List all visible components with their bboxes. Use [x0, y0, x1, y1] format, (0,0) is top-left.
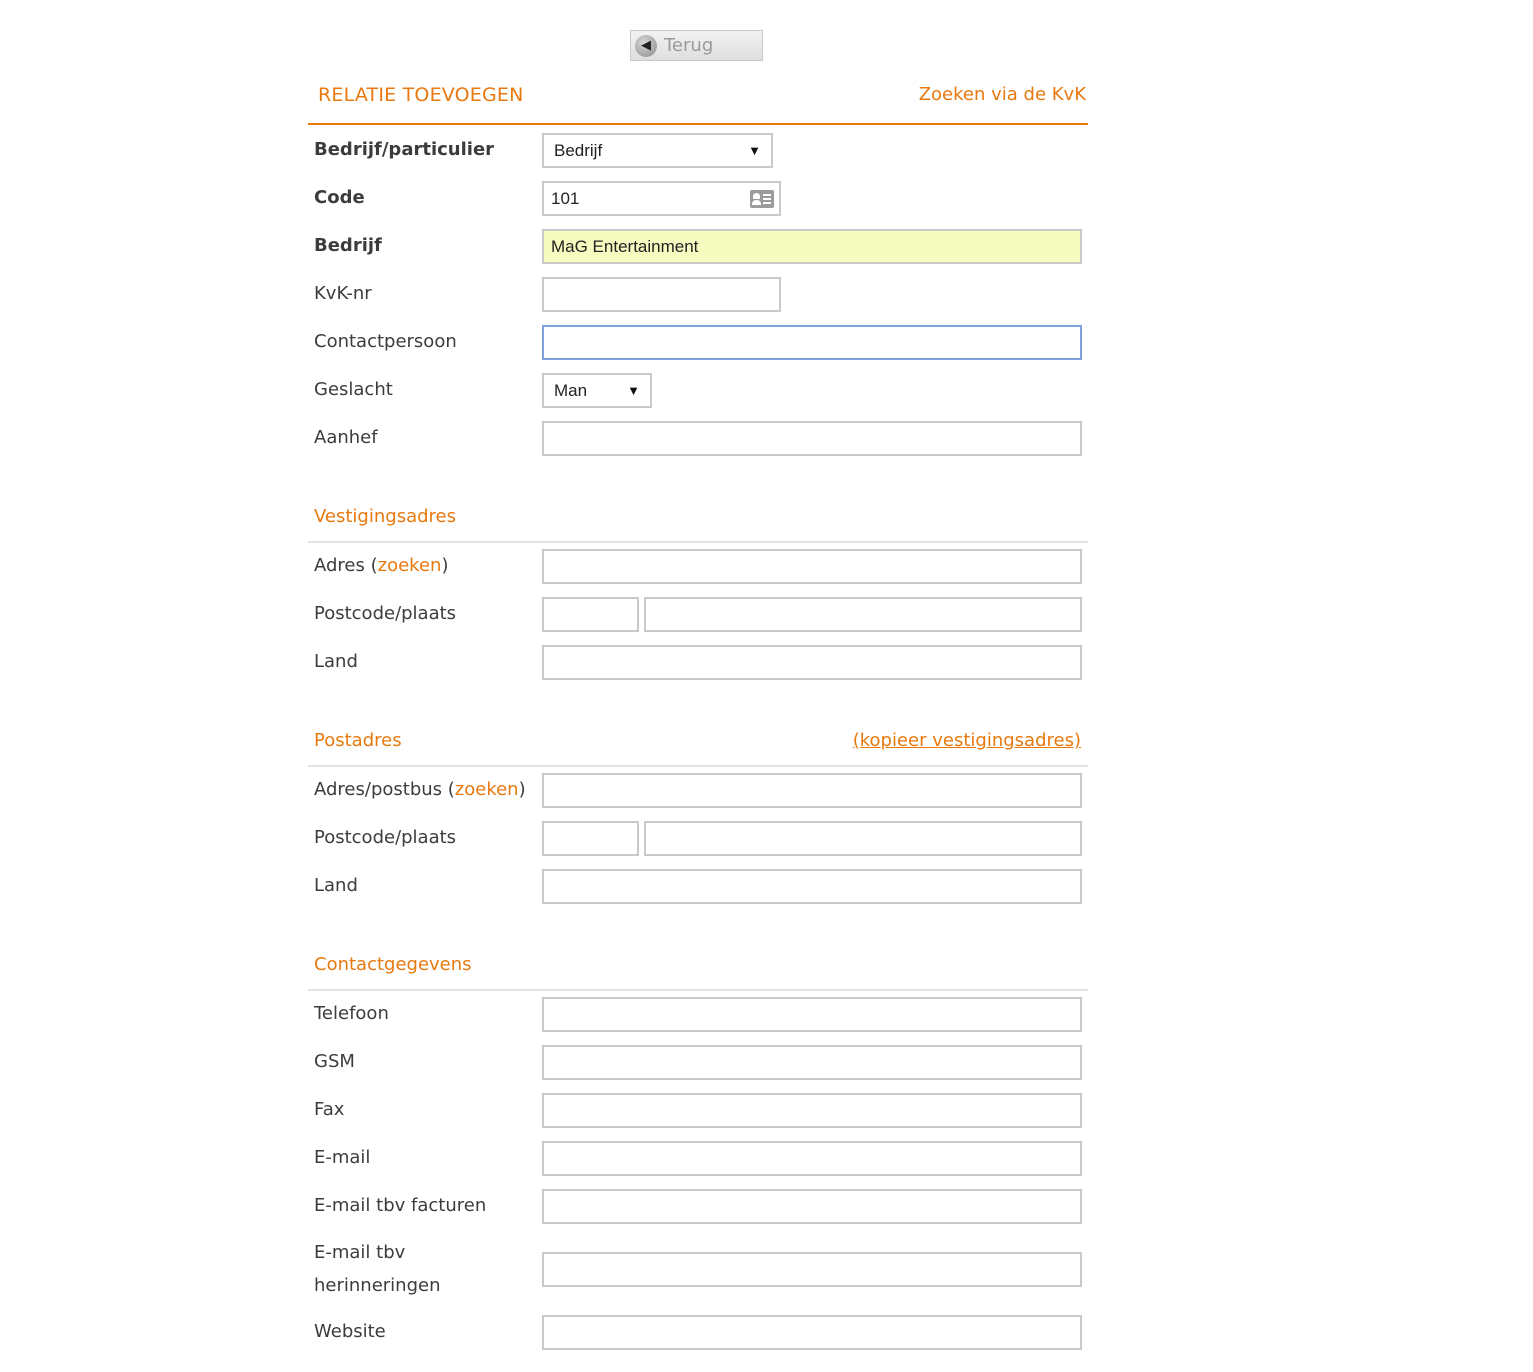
contact-card-icon[interactable]: [750, 190, 774, 208]
postal-address-heading: Postadres: [314, 730, 402, 751]
website-input[interactable]: [542, 1315, 1082, 1350]
contact-person-label: Contactpersoon: [314, 331, 457, 352]
phone-input[interactable]: [542, 997, 1082, 1032]
visit-city-input[interactable]: [644, 597, 1082, 632]
postal-address-label: Adres/postbus (zoeken): [314, 779, 526, 800]
mobile-label: GSM: [314, 1051, 355, 1072]
type-label: Bedrijf/particulier: [314, 139, 495, 160]
type-select-value: Bedrijf: [554, 140, 603, 160]
arrow-left-icon: ◀: [635, 35, 657, 57]
visit-country-label: Land: [314, 651, 358, 672]
kvk-input[interactable]: [542, 277, 781, 312]
salutation-label: Aanhef: [314, 427, 378, 448]
code-input-value: 101: [551, 188, 580, 208]
header-divider: [308, 123, 1088, 125]
visit-address-divider: [308, 541, 1088, 543]
company-input-value: MaG Entertainment: [551, 236, 699, 256]
gender-select-value: Man: [554, 380, 588, 400]
invoice-email-input[interactable]: [542, 1189, 1082, 1224]
visit-postcode-input[interactable]: [542, 597, 639, 632]
type-select[interactable]: [542, 133, 773, 168]
postal-country-input[interactable]: [542, 869, 1082, 904]
visit-country-input[interactable]: [542, 645, 1082, 680]
visit-postcode-label: Postcode/plaats: [314, 603, 457, 624]
contact-details-divider: [308, 989, 1088, 991]
postal-country-label: Land: [314, 875, 358, 896]
mobile-input[interactable]: [542, 1045, 1082, 1080]
postal-address-divider: [308, 765, 1088, 767]
back-button[interactable]: [630, 30, 763, 61]
phone-label: Telefoon: [314, 1003, 389, 1024]
kvk-search-link[interactable]: Zoeken via de KvK: [918, 84, 1086, 105]
fax-label: Fax: [314, 1099, 345, 1120]
postal-city-input[interactable]: [644, 821, 1082, 856]
email-input[interactable]: [542, 1141, 1082, 1176]
postal-address-search-link[interactable]: zoeken: [454, 779, 519, 800]
contact-person-input[interactable]: [542, 325, 1082, 360]
company-input[interactable]: [542, 229, 1082, 264]
chevron-down-icon: ▼: [627, 383, 640, 398]
visit-address-heading: Vestigingsadres: [314, 506, 456, 527]
fax-input[interactable]: [542, 1093, 1082, 1128]
email-label: E-mail: [314, 1147, 371, 1168]
chevron-down-icon: ▼: [748, 143, 761, 158]
invoice-email-label: E-mail tbv facturen: [314, 1195, 487, 1216]
postal-postcode-input[interactable]: [542, 821, 639, 856]
postal-address-input[interactable]: [542, 773, 1082, 808]
visit-address-search-link[interactable]: zoeken: [377, 555, 442, 576]
contact-details-heading: Contactgegevens: [314, 954, 472, 975]
kvk-label: KvK-nr: [314, 283, 372, 304]
visit-address-label: Adres (zoeken): [314, 555, 449, 576]
company-label: Bedrijf: [314, 235, 382, 256]
gender-select[interactable]: [542, 373, 652, 408]
page-title: RELATIE TOEVOEGEN: [318, 84, 524, 106]
postal-postcode-label: Postcode/plaats: [314, 827, 457, 848]
website-label: Website: [314, 1321, 386, 1342]
visit-address-input[interactable]: [542, 549, 1082, 584]
reminder-email-input[interactable]: [542, 1252, 1082, 1287]
copy-visit-address-link[interactable]: (kopieer vestigingsadres): [852, 730, 1081, 751]
reminder-email-label: E-mail tbv herinneringen: [314, 1242, 441, 1296]
salutation-input[interactable]: [542, 421, 1082, 456]
code-label: Code: [314, 187, 365, 208]
back-button-label: Terug: [664, 35, 714, 56]
gender-label: Geslacht: [314, 379, 393, 400]
code-input[interactable]: [542, 181, 781, 216]
